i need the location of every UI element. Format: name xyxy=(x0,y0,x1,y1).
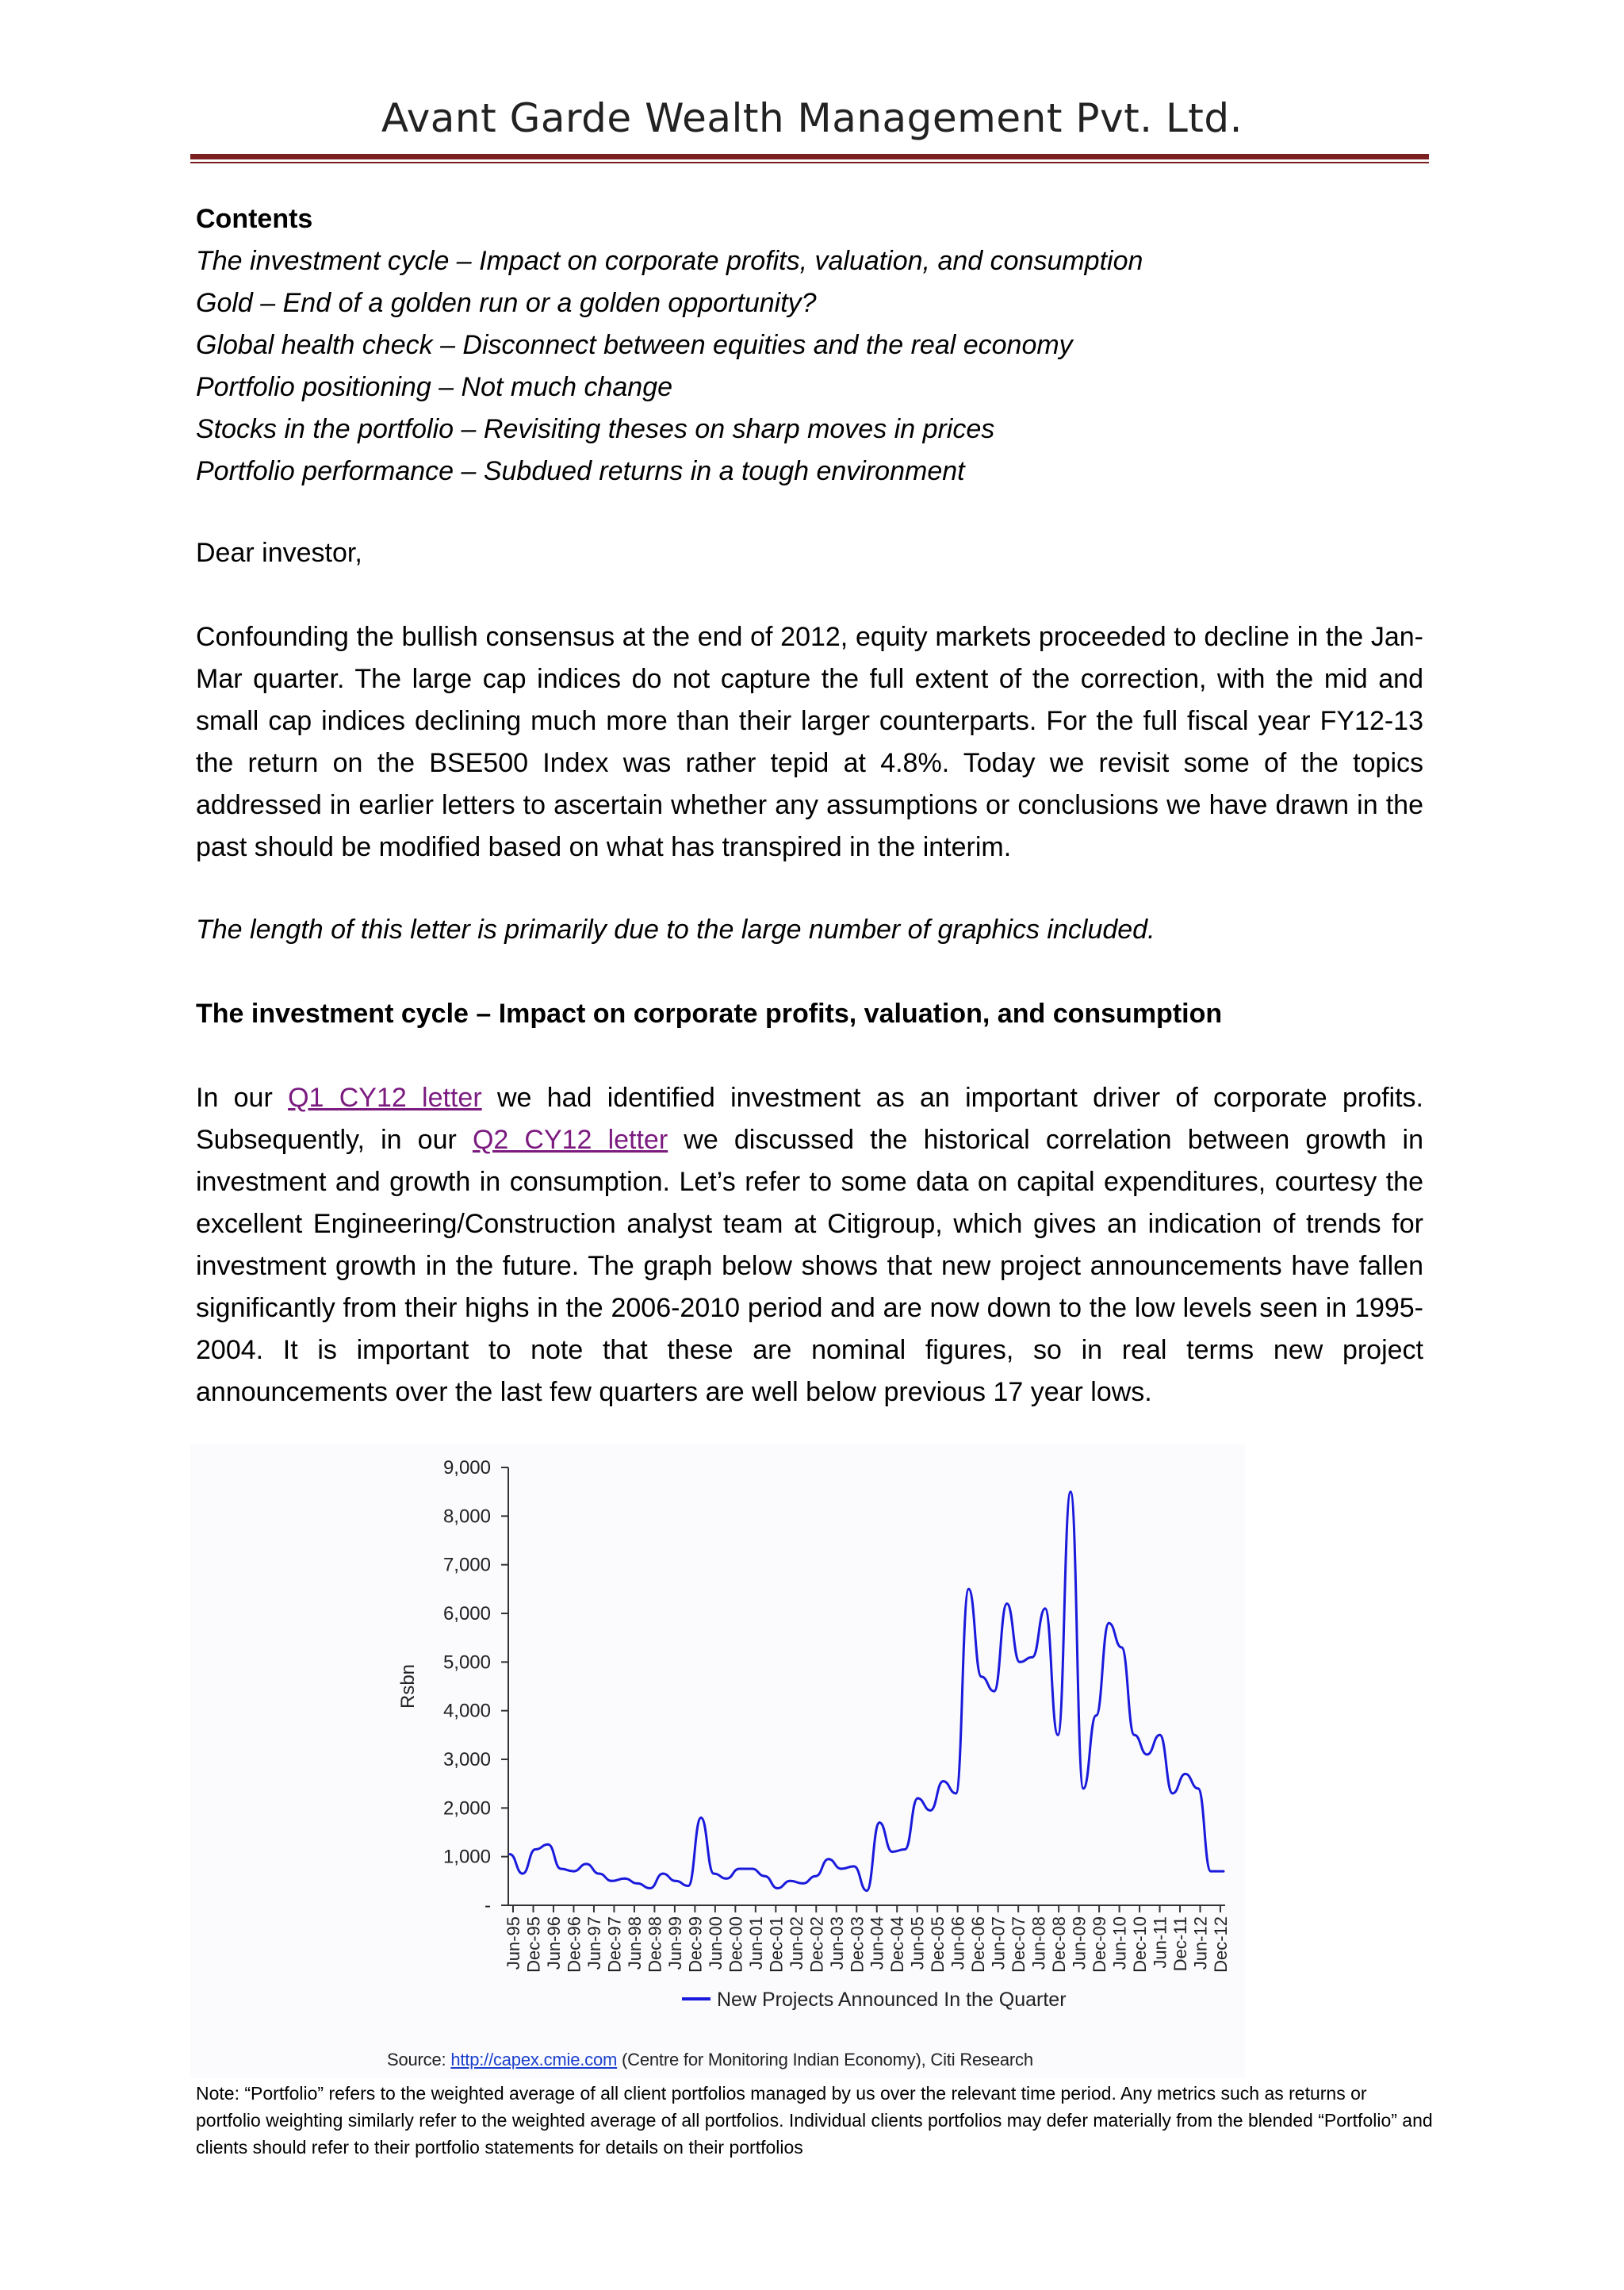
y-tick-label: 7,000 xyxy=(442,1554,491,1576)
data-point xyxy=(1159,1734,1161,1736)
data-point xyxy=(1018,1661,1021,1663)
x-tick-label: Dec-98 xyxy=(645,1916,665,1973)
data-point xyxy=(1057,1734,1059,1736)
data-point xyxy=(1082,1787,1085,1789)
data-point xyxy=(967,1588,970,1590)
data-point xyxy=(955,1792,957,1794)
data-point xyxy=(547,1843,550,1846)
x-tick-label: Dec-95 xyxy=(523,1916,544,1973)
header-rule xyxy=(190,154,1429,159)
x-tick-label: Dec-10 xyxy=(1130,1916,1151,1973)
x-tick-label: Dec-02 xyxy=(806,1916,827,1973)
contents-item: Global health check – Disconnect between equities and the real economy xyxy=(196,330,1073,360)
source-suffix: (Centre for Monitoring Indian Economy), Citi Research xyxy=(617,2050,1033,2069)
paragraph-text: we had identified investment as an important driver of corporate profits. Subsequently, in our xyxy=(196,1083,1424,1155)
data-point xyxy=(585,1862,588,1865)
legend-label: New Projects Announced In the Quarter xyxy=(717,1989,1067,2011)
data-point xyxy=(814,1875,817,1878)
x-tick-label: Dec-97 xyxy=(604,1916,625,1973)
contents-item: The investment cycle – Impact on corporate profits, valuation, and consumption xyxy=(196,246,1143,276)
series-line xyxy=(510,1492,1224,1891)
x-tick-label: Jun-08 xyxy=(1028,1916,1049,1970)
x-tick-label: Jun-09 xyxy=(1069,1916,1090,1970)
x-tick-label: Jun-01 xyxy=(745,1916,766,1970)
x-tick-label: Dec-12 xyxy=(1211,1916,1231,1973)
x-tick-label: Jun-97 xyxy=(584,1916,604,1970)
x-tick-label: Jun-10 xyxy=(1109,1916,1130,1970)
data-point xyxy=(1146,1753,1148,1755)
data-point xyxy=(980,1675,982,1678)
header-rule-thin xyxy=(190,162,1429,163)
contents-item: Portfolio positioning – Not much change xyxy=(196,372,673,402)
data-point xyxy=(534,1848,537,1851)
x-tick-label: Jun-07 xyxy=(988,1916,1009,1970)
data-point xyxy=(713,1873,715,1875)
x-tick-label: Dec-00 xyxy=(726,1916,746,1973)
data-point xyxy=(776,1887,779,1889)
q2-letter-link[interactable]: Q2 CY12 letter xyxy=(472,1125,668,1155)
x-tick-label: Dec-08 xyxy=(1049,1916,1070,1973)
data-point xyxy=(598,1873,600,1875)
data-point xyxy=(1044,1607,1047,1609)
portfolio-note: Note: “Portfolio” refers to the weighted average of all client portfolios managed by us over the relevant time period. Any metrics such as returns or portfolio weighting similarly refer to the weighted average of all portfolios. Individual clients portfolios may defer materially from the blended “Portfolio” and clients should refer to their portfolio statements for details on their portfolios xyxy=(196,2083,1433,2158)
y-tick-label: 8,000 xyxy=(442,1506,491,1528)
data-point xyxy=(674,1880,676,1882)
data-point xyxy=(623,1878,626,1880)
data-point xyxy=(1120,1646,1123,1648)
data-point xyxy=(573,1870,575,1873)
data-point xyxy=(1108,1622,1110,1624)
x-tick-label: Dec-11 xyxy=(1170,1916,1191,1972)
contents-item: Portfolio performance – Subdued returns in a tough environment xyxy=(196,456,965,486)
x-tick-label: Jun-02 xyxy=(786,1916,806,1970)
data-point xyxy=(1223,1870,1225,1873)
data-point xyxy=(764,1875,766,1878)
y-tick-label: - xyxy=(485,1895,491,1916)
data-point xyxy=(993,1690,995,1693)
capex-line-chart xyxy=(190,1444,1245,2078)
data-point xyxy=(1070,1490,1072,1493)
y-tick-label: 5,000 xyxy=(442,1651,491,1674)
data-point xyxy=(1005,1602,1008,1605)
y-tick-label: 1,000 xyxy=(442,1846,491,1868)
y-tick-label: 9,000 xyxy=(442,1457,491,1479)
data-point xyxy=(840,1868,842,1870)
data-point xyxy=(891,1851,894,1853)
data-point xyxy=(700,1816,703,1819)
data-point xyxy=(611,1880,613,1882)
data-point xyxy=(852,1865,855,1867)
x-tick-label: Jun-96 xyxy=(543,1916,564,1970)
x-tick-label: Dec-09 xyxy=(1090,1916,1110,1973)
data-point xyxy=(636,1882,638,1885)
x-tick-label: Dec-99 xyxy=(685,1916,706,1973)
contents-heading: Contents xyxy=(196,204,313,234)
data-point xyxy=(917,1797,919,1800)
intro-paragraph: Confounding the bullish consensus at the end of 2012, equity markets proceeded to decline in the Jan-Mar quarter. The large cap indices do not capture the full extent of the correction, with the mid and small cap indices declining much more than their larger counterparts. For the full fiscal year FY12-13 the return on the BSE500 Index was rather tepid at 4.8%. Today we revisit some of the topics addressed in earlier letters to ascertain whether any assumptions or conclusions we have drawn in the past should be modified based on what has transpired in the interim. xyxy=(196,622,1423,862)
x-tick-label: Jun-05 xyxy=(907,1916,928,1970)
x-tick-label: Jun-98 xyxy=(624,1916,645,1970)
paragraph-text: In our xyxy=(196,1083,289,1113)
contents-section xyxy=(196,198,1423,493)
data-point xyxy=(1133,1734,1136,1736)
data-point xyxy=(1197,1787,1199,1789)
x-tick-label: Dec-04 xyxy=(887,1916,908,1973)
data-point xyxy=(649,1887,651,1889)
length-note: The length of this letter is primarily due to the large number of graphics included. xyxy=(196,915,1155,945)
y-tick-label: 3,000 xyxy=(442,1749,491,1770)
company-title: Avant Garde Wealth Management Pvt. Ltd. xyxy=(381,95,1243,141)
data-point xyxy=(904,1848,906,1851)
x-tick-label: Dec-06 xyxy=(968,1916,989,1973)
y-tick-label: 2,000 xyxy=(442,1797,491,1820)
data-point xyxy=(879,1821,881,1824)
data-point xyxy=(802,1882,804,1885)
y-axis-label: Rsbn xyxy=(397,1663,419,1709)
chart-source xyxy=(387,2050,1033,2070)
data-point xyxy=(1031,1656,1033,1659)
data-point xyxy=(1095,1714,1097,1717)
x-tick-label: Jun-04 xyxy=(867,1916,887,1970)
source-link[interactable]: http://capex.cmie.com xyxy=(450,2050,618,2069)
data-point xyxy=(661,1873,664,1875)
data-point xyxy=(1209,1870,1212,1873)
y-tick-label: 6,000 xyxy=(442,1603,491,1624)
data-point xyxy=(929,1809,932,1812)
data-point xyxy=(738,1868,741,1870)
data-point xyxy=(866,1889,868,1892)
x-tick-label: Jun-03 xyxy=(826,1916,847,1970)
capex-chart-panel xyxy=(190,1444,1245,2078)
x-tick-label: Jun-06 xyxy=(948,1916,968,1970)
x-tick-label: Jun-95 xyxy=(504,1916,523,1970)
data-point xyxy=(827,1858,829,1860)
x-tick-label: Jun-11 xyxy=(1150,1916,1170,1969)
data-point xyxy=(789,1880,791,1882)
source-prefix: Source: xyxy=(387,2050,451,2069)
paragraph-text: we discussed the historical correlation between growth in investment and growth in consumption. Let’s refer to some data on capital expenditures, courtesy the excellent Engineering/Construction analyst team at Citigroup, which gives an indication of trends for investment growth in the future. The graph below shows that new project announcements have fallen significantly from their highs in the 2006-2010 period and are now down to the low levels seen in 1995-2004. It is important to note that these are nominal figures, so in real terms new project announcements over the last few quarters are well below previous 17 year lows. xyxy=(196,1125,1423,1407)
data-point xyxy=(688,1885,690,1887)
contents-item: Stocks in the portfolio – Revisiting theses on sharp moves in prices xyxy=(196,414,995,444)
data-point xyxy=(1184,1773,1186,1775)
y-tick-label: 4,000 xyxy=(442,1700,491,1722)
data-point xyxy=(560,1868,562,1870)
x-tick-label: Dec-96 xyxy=(564,1916,584,1973)
contents-item: Gold – End of a golden run or a golden opportunity? xyxy=(196,288,817,318)
greeting: Dear investor, xyxy=(196,538,362,568)
x-tick-label: Jun-12 xyxy=(1190,1916,1211,1970)
investment-paragraph xyxy=(196,1077,1423,1414)
x-tick-label: Dec-07 xyxy=(1009,1916,1029,1973)
x-tick-label: Dec-03 xyxy=(847,1916,868,1973)
data-point xyxy=(726,1878,728,1880)
data-point xyxy=(942,1780,944,1782)
data-point xyxy=(1171,1792,1174,1794)
q1-letter-link[interactable]: Q1 CY12 letter xyxy=(288,1083,482,1113)
x-tick-label: Dec-01 xyxy=(766,1916,787,1973)
x-tick-label: Jun-99 xyxy=(665,1916,685,1970)
section-heading: The investment cycle – Impact on corporate profits, valuation, and consumption xyxy=(196,999,1223,1029)
x-tick-label: Dec-05 xyxy=(928,1916,948,1973)
data-point xyxy=(522,1873,524,1875)
data-point xyxy=(751,1868,753,1870)
x-tick-label: Jun-00 xyxy=(705,1916,726,1970)
data-point xyxy=(509,1853,511,1855)
